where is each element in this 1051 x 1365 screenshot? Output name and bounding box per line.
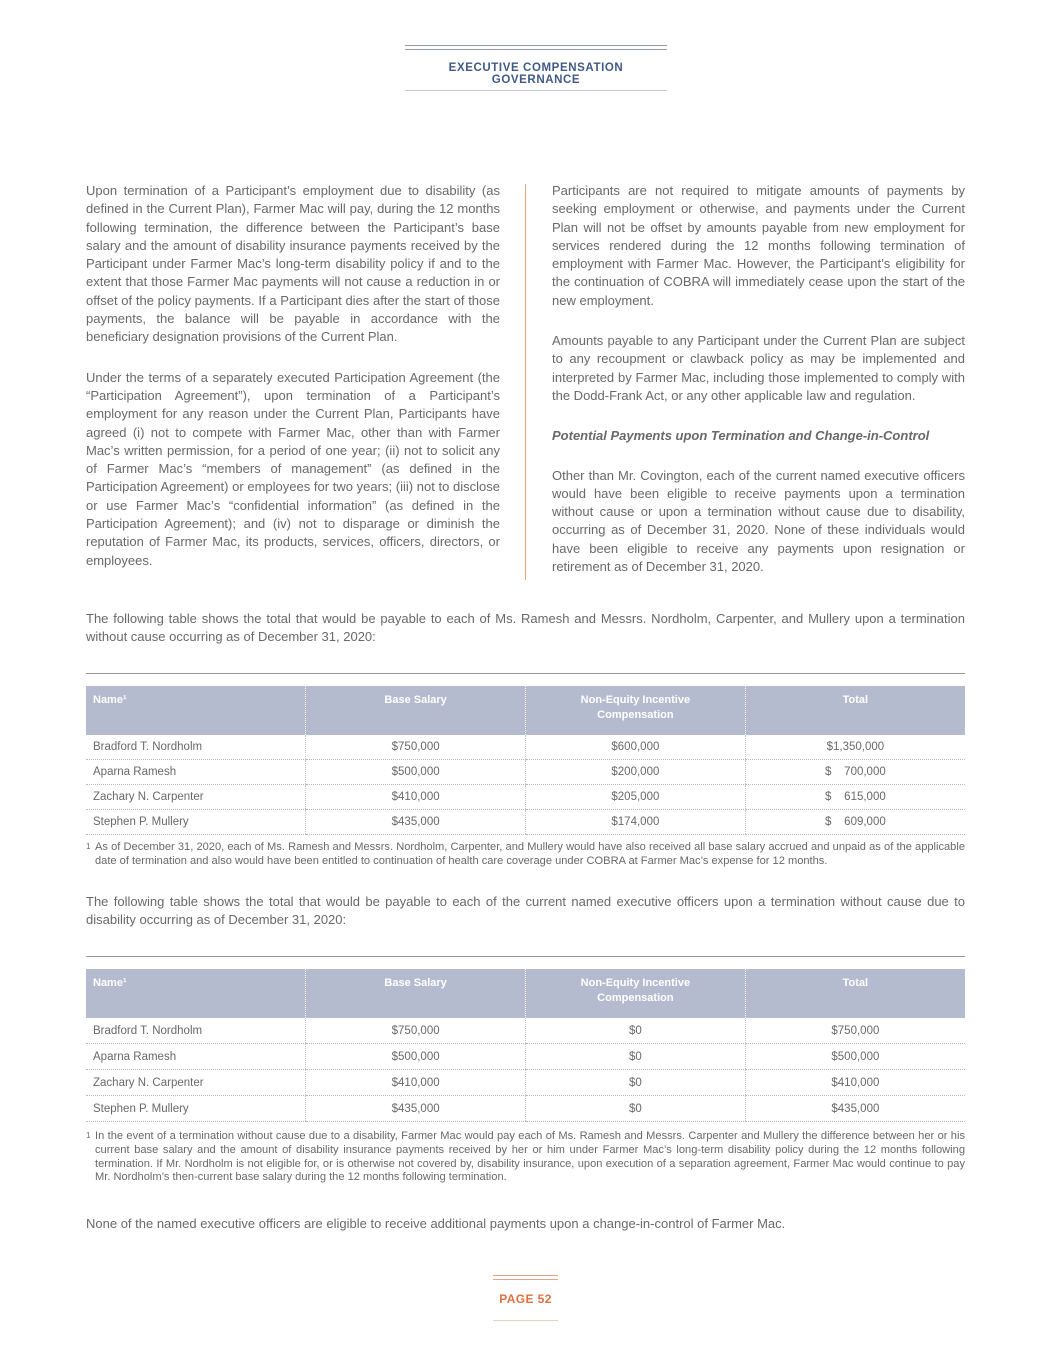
cell-name: Stephen P. Mullery bbox=[86, 810, 306, 835]
footer-rule bbox=[493, 1279, 558, 1280]
participation-agreement-paragraph: Under the terms of a separately executed Participation Agreement (the “Participation Agreement”), upon termination of a Participant’s employment for any reason under the Current Plan, Participants have agreed (i) not to compete with Farmer Mac, other than with Farmer Mac’s written permission, for a period of one year; (ii) not to solicit any of Farmer Mac’s “members of management” (as defined in the Participation Agreement) or employees for two years; (iii) not to disclose or use Farmer Mac’s “confidential information” (as defined in the Participation Agreement); and (iv) not to disparage or diminish the reputation of Farmer Mac, its products, services, officers, directors, or employees. bbox=[86, 369, 500, 568]
table-header-row bbox=[86, 969, 965, 1018]
table-row bbox=[86, 1018, 965, 1044]
column-divider bbox=[525, 184, 526, 580]
termination-without-cause-table bbox=[86, 673, 965, 835]
table-row bbox=[86, 1096, 965, 1122]
table-row bbox=[86, 735, 965, 760]
table2-footnote bbox=[86, 1130, 965, 1185]
disability-paragraph: Upon termination of a Participant’s employment due to disability (as defined in the Current Plan), Farmer Mac will pay, during the 12 months following termination, the difference between the Participant’s base salary and the amount of disability insurance payments received by the Participant under Farmer Mac’s long-term disability policy if and to the extent that those Farmer Mac payments will not cause a reduction in or offset of the policy payments. If a Participant dies after the start of those payments, the balance will be payable in accordance with the beneficiary designation provisions of the Current Plan. bbox=[86, 183, 500, 345]
cell-base-salary: $750,000 bbox=[306, 1018, 526, 1044]
footer-rule bbox=[493, 1275, 558, 1276]
table-row bbox=[86, 760, 965, 785]
cell-base-salary: $500,000 bbox=[306, 1044, 526, 1070]
cell-total: $ 609,000 bbox=[745, 810, 965, 835]
column-header-total: Total bbox=[745, 686, 965, 735]
column-header-name: Name¹ bbox=[86, 686, 306, 735]
table-top-rule bbox=[86, 673, 965, 674]
cell-name: Aparna Ramesh bbox=[86, 760, 306, 785]
table-row bbox=[86, 785, 965, 810]
cell-base-salary: $410,000 bbox=[306, 1070, 526, 1096]
header-divider bbox=[405, 90, 667, 91]
cell-total: $ 615,000 bbox=[745, 785, 965, 810]
cell-incentive: $0 bbox=[526, 1044, 746, 1070]
cell-incentive: $174,000 bbox=[526, 810, 746, 835]
clawback-paragraph: Amounts payable to any Participant under the Current Plan are subject to any recoupment or clawback policy as may be implemented and interpreted by Farmer Mac, including those implemented to comply with the Dodd-Frank Act, or any other applicable law and regulation. bbox=[552, 333, 965, 403]
cell-incentive: $600,000 bbox=[526, 735, 746, 760]
cell-total: $500,000 bbox=[745, 1044, 965, 1070]
column-header-total: Total bbox=[745, 969, 965, 1018]
cell-name: Aparna Ramesh bbox=[86, 1044, 306, 1070]
cell-total: $ 700,000 bbox=[745, 760, 965, 785]
table1-intro: The following table shows the total that would be payable to each of Ms. Ramesh and Messrs. Nordholm, Carpenter, and Mullery upon a termination without cause occurring as of December 31, 2020: bbox=[86, 611, 965, 645]
cell-incentive: $200,000 bbox=[526, 760, 746, 785]
cell-incentive: $0 bbox=[526, 1018, 746, 1044]
header-double-rule bbox=[405, 45, 667, 50]
column-header-incentive: Non-Equity Incentive Compensation bbox=[526, 686, 746, 735]
cell-base-salary: $410,000 bbox=[306, 785, 526, 810]
cell-name: Stephen P. Mullery bbox=[86, 1096, 306, 1122]
cell-name: Zachary N. Carpenter bbox=[86, 1070, 306, 1096]
section-title: EXECUTIVE COMPENSATION GOVERNANCE bbox=[448, 62, 624, 86]
column-header-base-salary: Base Salary bbox=[306, 686, 526, 735]
column-header-incentive: Non-Equity Incentive Compensation bbox=[526, 969, 746, 1018]
cell-base-salary: $750,000 bbox=[306, 735, 526, 760]
footnote-marker: 1 bbox=[86, 1131, 91, 1140]
mitigation-paragraph: Participants are not required to mitigate amounts of payments by seeking employment or otherwise, and payments under the Current Plan will not be offset by amounts payable from new employment for services rendered during the 12 months following termination of employment with Farmer Mac. However, the Participant’s eligibility for the continuation of COBRA will immediately cease upon the start of the new employment. bbox=[552, 183, 965, 308]
cell-incentive: $0 bbox=[526, 1096, 746, 1122]
cell-name: Bradford T. Nordholm bbox=[86, 735, 306, 760]
right-column bbox=[552, 182, 965, 576]
cell-total: $1,350,000 bbox=[745, 735, 965, 760]
table1-footnote bbox=[86, 841, 965, 869]
potential-payments-heading: Potential Payments upon Termination and Change-in-Control bbox=[552, 428, 930, 444]
cell-name: Bradford T. Nordholm bbox=[86, 1018, 306, 1044]
cell-base-salary: $500,000 bbox=[306, 760, 526, 785]
cell-base-salary: $435,000 bbox=[306, 1096, 526, 1122]
footnote-text: In the event of a termination without cause due to a disability, Farmer Mac would pay each of Ms. Ramesh and Messrs. Carpenter and Mullery the difference between her or his current base salary and the amount of disability insurance payments received by her or him under Farmer Mac’s long-term disability policy during the 12 months following termination. If Mr. Nordholm is not eligible for, or is otherwise not covered by, disability insurance, upon execution of a separation agreement, Farmer Mac would continue to pay Mr. Nordholm’s then-current base salary during the 12 months following termination. bbox=[95, 1130, 965, 1184]
table-top-rule bbox=[86, 956, 965, 957]
column-header-name: Name¹ bbox=[86, 969, 306, 1018]
page-number: PAGE 52 bbox=[499, 1292, 552, 1306]
cell-base-salary: $435,000 bbox=[306, 810, 526, 835]
column-header-base-salary: Base Salary bbox=[306, 969, 526, 1018]
termination-due-to-disability-table bbox=[86, 956, 965, 1122]
eligibility-paragraph: Other than Mr. Covington, each of the current named executive officers would have been eligible to receive payments upon a termination without cause or upon a termination without cause due to disability, occurring as of December 31, 2020. None of these individuals would have been eligible to receive any payments upon resignation or retirement as of December 31, 2020. bbox=[552, 467, 965, 575]
footer-divider bbox=[493, 1320, 558, 1321]
footnote-marker: 1 bbox=[86, 842, 91, 851]
table-header-row bbox=[86, 686, 965, 735]
cell-total: $435,000 bbox=[745, 1096, 965, 1122]
change-in-control-statement: None of the named executive officers are eligible to receive additional payments upon a change-in-control of Farmer Mac. bbox=[86, 1216, 786, 1231]
table-row bbox=[86, 1044, 965, 1070]
cell-name: Zachary N. Carpenter bbox=[86, 785, 306, 810]
table-row bbox=[86, 810, 965, 835]
footnote-text: As of December 31, 2020, each of Ms. Ramesh and Messrs. Nordholm, Carpenter, and Mullery would have also received all base salary accrued and unpaid as of the applicable date of termination and also would have been entitled to continuation of health care coverage under COBRA at Farmer Mac’s expense for 12 months. bbox=[95, 841, 965, 867]
cell-incentive: $205,000 bbox=[526, 785, 746, 810]
cell-total: $750,000 bbox=[745, 1018, 965, 1044]
table-row bbox=[86, 1070, 965, 1096]
left-column bbox=[86, 182, 500, 570]
table2-intro: The following table shows the total that would be payable to each of the current named executive officers upon a termination without cause due to disability occurring as of December 31, 2020: bbox=[86, 894, 965, 928]
cell-total: $410,000 bbox=[745, 1070, 965, 1096]
cell-incentive: $0 bbox=[526, 1070, 746, 1096]
